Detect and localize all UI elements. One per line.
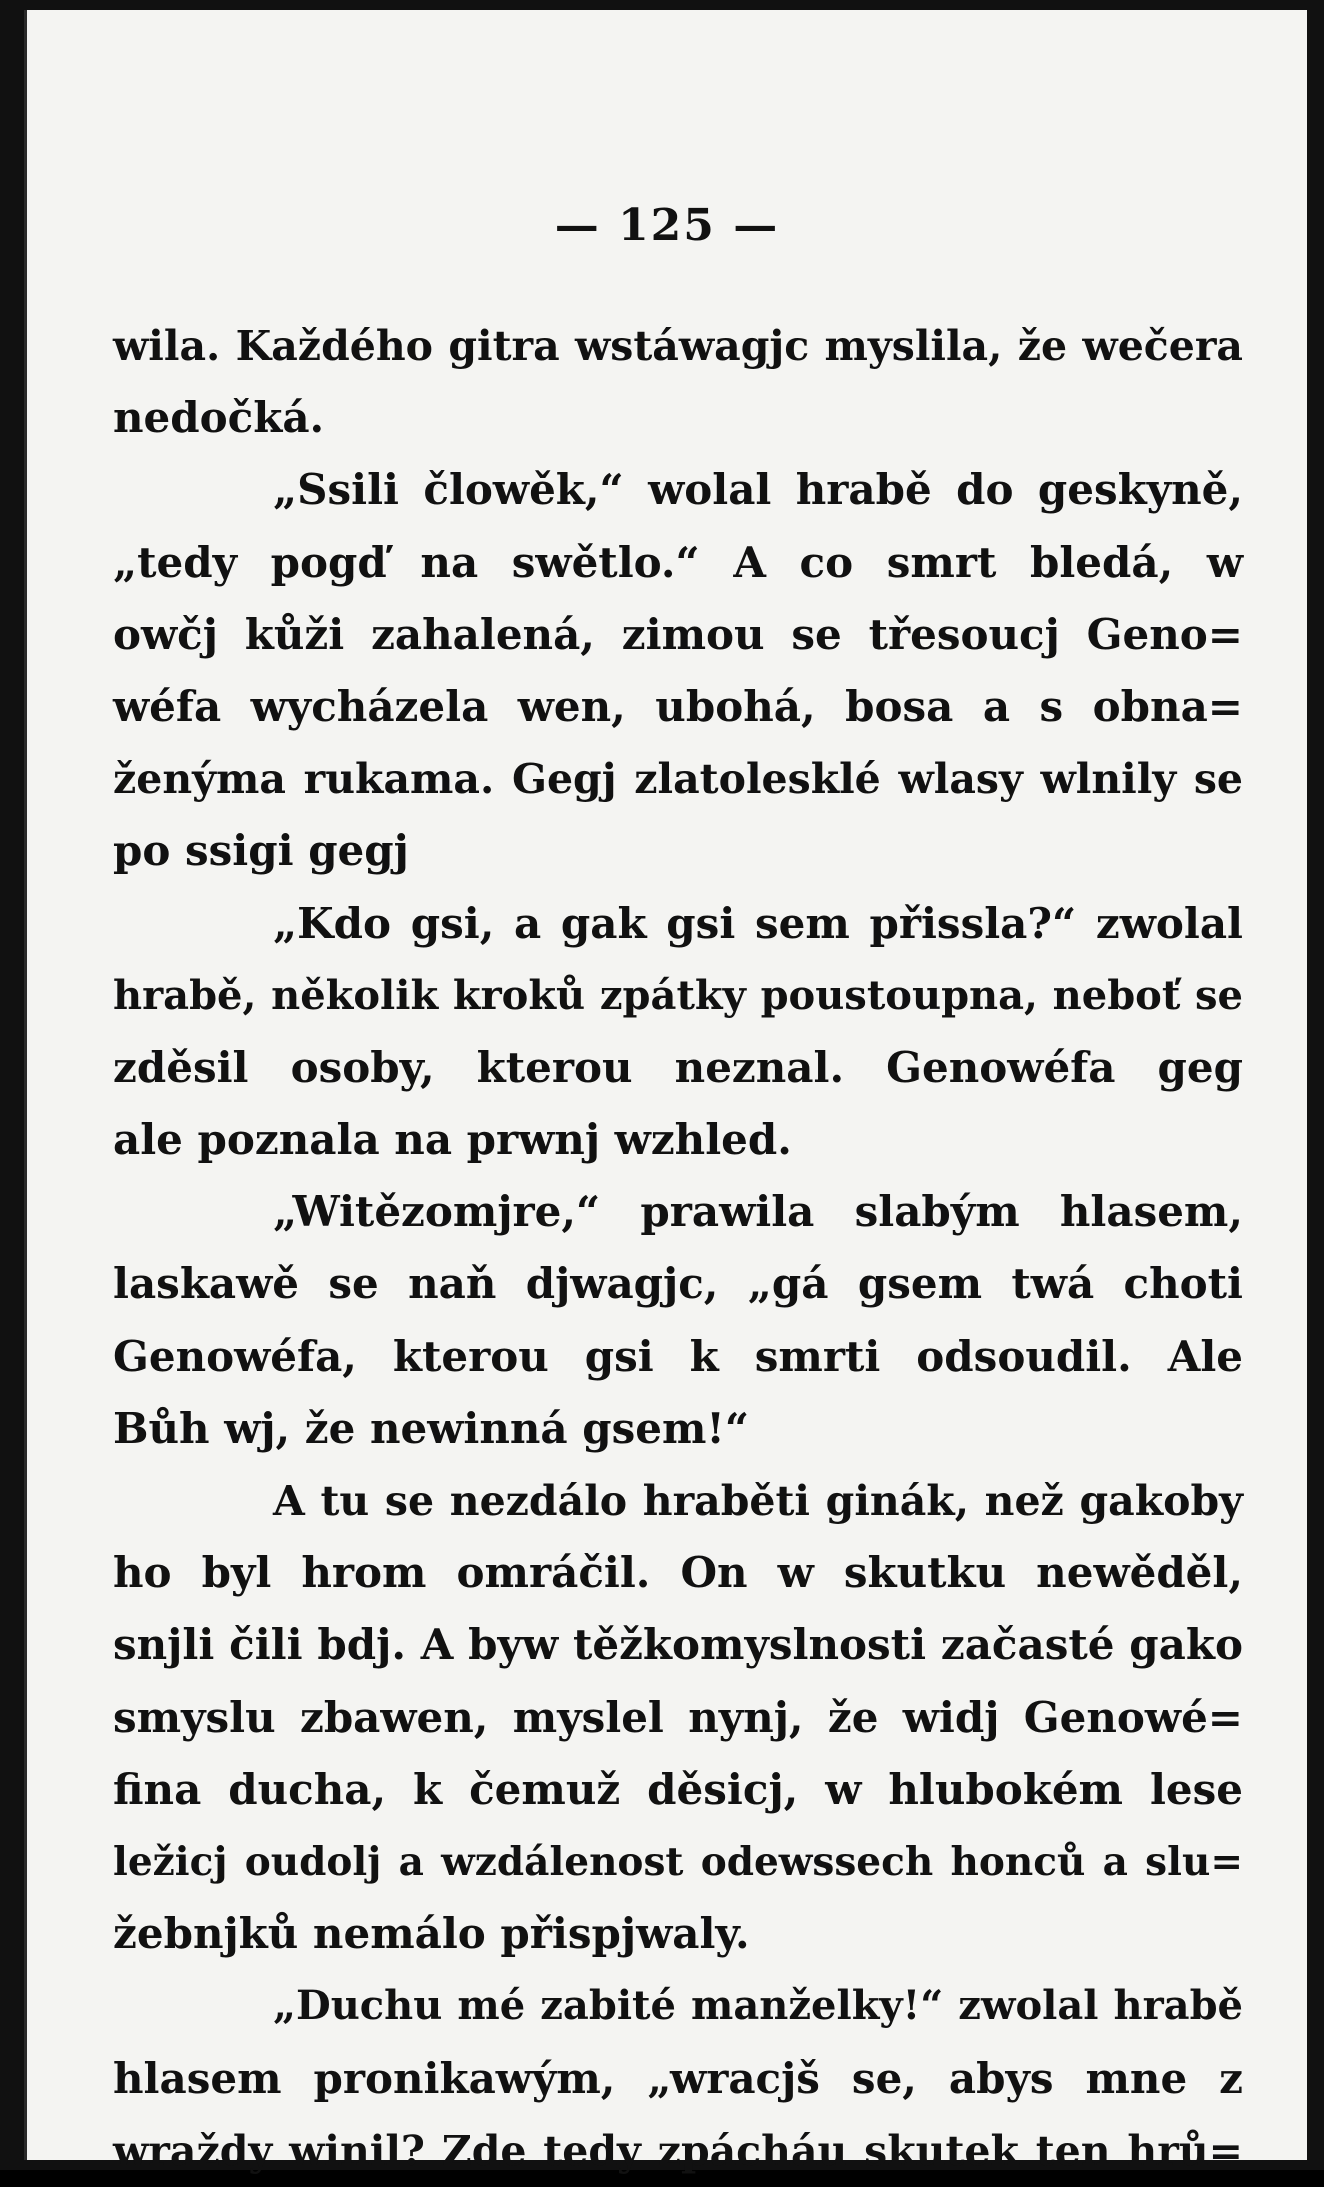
text-line: ženýma rukama. Gegj zlatolesklé wlasy wlnily se: [113, 755, 1243, 804]
text-line: smyslu zbawen, myslel nynj, že widj Genowé=: [113, 1692, 1243, 1742]
text-line: hlasem pronikawým, „wracjš se, abys mne z: [113, 2053, 1243, 2103]
text-line: wila. Každého gitra wstáwagjc myslila, že wečera: [113, 322, 1243, 370]
text-line: „Ssili člowěk,“ wolal hrabě do geskyně,: [273, 465, 1243, 515]
text-line: „tedy pogď na swětlo.“ A co smrt bledá, w: [113, 537, 1243, 587]
text-line: Genowéfa, kterou gsi k smrti odsoudil. Ale: [113, 1331, 1243, 1381]
text-line: „Duchu mé zabité manželky!“ zwolal hrabě: [273, 1982, 1243, 2030]
text-line: laskawě se naň djwagjc, „gá gsem twá choti: [113, 1259, 1243, 1309]
text-line: owčj kůži zahalená, zimou se třesoucj Geno=: [113, 609, 1243, 659]
text-line: wraždy winil? Zde tedy zpácháu skutek ten hrů=: [113, 2126, 1243, 2175]
text-line: A tu se nezdálo hraběti ginák, než gakoby: [273, 1477, 1243, 1525]
text-line: po ssigi gegj: [113, 826, 409, 876]
page-number: — 125 —: [554, 200, 780, 251]
text-line: ležicj oudolj a wzdálenost odewssech honců a slu=: [113, 1838, 1243, 1885]
text-line: snjli čili bdj. A byw těžkomyslnosti začasté gako: [113, 1620, 1243, 1670]
text-line: „Kdo gsi, a gak gsi sem přissla?“ zwolal: [273, 898, 1243, 948]
text-line: ale poznala na prwnj wzhled.: [113, 1115, 792, 1165]
text-line: Bůh wj, že newinná gsem!“: [113, 1403, 750, 1453]
book-page: [24, 10, 1307, 2175]
text-line: fina ducha, k čemuž děsicj, w hlubokém lese: [113, 1764, 1243, 1814]
text-line: nedočká.: [113, 393, 325, 443]
text-line: ho byl hrom omráčil. On w skutku newěděl,: [113, 1548, 1243, 1598]
text-line: „Witězomjre,“ prawila slabým hlasem,: [273, 1187, 1243, 1237]
text-line: hrabě, několik kroků zpátky poustoupna, neboť se: [113, 971, 1243, 1019]
text-line: žebnjků nemálo přispjwaly.: [113, 1909, 750, 1959]
text-line: wéfa wycházela wen, ubohá, bosa a s obna=: [113, 681, 1243, 731]
text-line: zděsil osoby, kterou neznal. Genowéfa geg: [113, 1042, 1243, 1092]
page-text: [113, 310, 1243, 2187]
